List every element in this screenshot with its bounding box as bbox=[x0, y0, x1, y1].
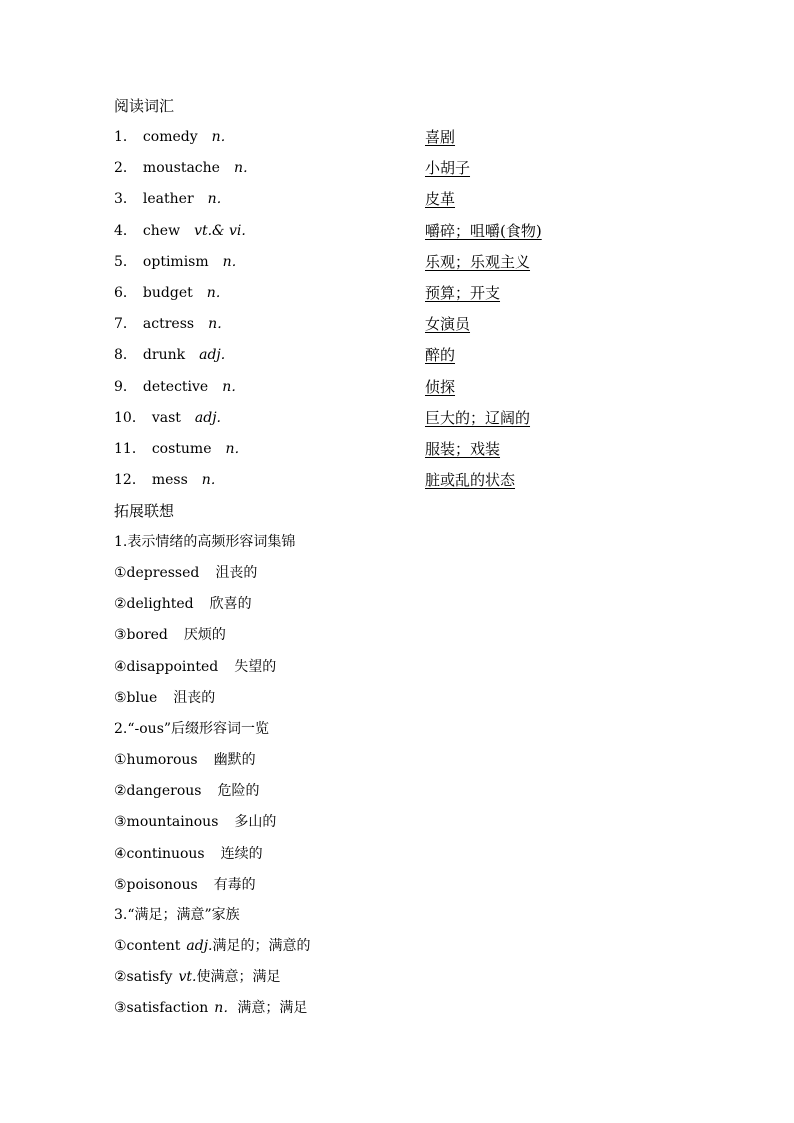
vocab-word: leather bbox=[142, 191, 194, 208]
vocab-row bbox=[114, 283, 714, 303]
extension-item bbox=[114, 875, 256, 895]
vocab-word: vast bbox=[151, 409, 181, 426]
extension-word: ①content bbox=[114, 938, 181, 954]
extension-item bbox=[114, 812, 276, 832]
extension-word: ①humorous bbox=[114, 752, 198, 768]
vocab-word: costume bbox=[151, 441, 212, 457]
vocab-row bbox=[114, 158, 714, 178]
vocab-meaning: 侦探 bbox=[425, 377, 456, 396]
vocab-number: 1． bbox=[114, 129, 137, 145]
extension-item bbox=[114, 967, 280, 987]
extension-meaning: 满足的；满意的 bbox=[212, 938, 311, 954]
vocab-row bbox=[114, 127, 714, 147]
vocab-part-of-speech: n． bbox=[207, 191, 231, 208]
vocab-meaning: 喜剧 bbox=[425, 128, 456, 146]
extension-meaning: 满意；满足 bbox=[237, 1000, 308, 1017]
vocab-number: 7． bbox=[114, 316, 137, 333]
vocab-word: moustache bbox=[142, 160, 220, 177]
extension-meaning: 欣喜的 bbox=[209, 596, 252, 613]
vocab-part-of-speech: n． bbox=[222, 378, 246, 395]
vocab-row bbox=[114, 221, 714, 241]
vocab-meaning: 预算；开支 bbox=[425, 284, 501, 302]
vocab-meaning: 脏或乱的状态 bbox=[425, 471, 516, 490]
vocab-word: drunk bbox=[142, 347, 186, 364]
group3-title: 3.“满足；满意”家族 bbox=[114, 907, 240, 923]
vocab-part-of-speech: n． bbox=[222, 253, 246, 270]
extension-word: ③satisfaction bbox=[114, 1000, 209, 1017]
vocab-part-of-speech: n． bbox=[208, 316, 232, 333]
vocab-row bbox=[114, 252, 714, 272]
vocab-row bbox=[114, 345, 714, 365]
extension-meaning: 沮丧的 bbox=[173, 689, 216, 706]
vocab-part-of-speech: adj. bbox=[194, 409, 222, 426]
vocab-part-of-speech: n． bbox=[211, 129, 235, 145]
extension-item bbox=[114, 750, 256, 770]
extension-meaning: 使满意；满足 bbox=[196, 969, 281, 986]
extension-part-of-speech: vt. bbox=[178, 969, 197, 986]
vocab-number: 4． bbox=[114, 222, 137, 239]
vocab-meaning: 巨大的；辽阔的 bbox=[425, 408, 531, 427]
vocab-number: 8． bbox=[114, 347, 137, 364]
vocab-part-of-speech: n． bbox=[206, 285, 230, 301]
vocab-part-of-speech: n． bbox=[201, 472, 225, 489]
extension-word: ①depressed bbox=[114, 565, 200, 581]
vocab-meaning: 小胡子 bbox=[425, 159, 471, 178]
group1-title: 1.表示情绪的高频形容词集锦 bbox=[114, 534, 296, 550]
extension-meaning: 连续的 bbox=[220, 845, 263, 862]
extension-meaning: 多山的 bbox=[234, 814, 277, 831]
extension-word: ⑤poisonous bbox=[114, 876, 198, 893]
extension-word: ②delighted bbox=[114, 596, 194, 613]
extension-item bbox=[114, 936, 311, 956]
vocab-meaning: 嚼碎；咀嚼(食物) bbox=[425, 221, 542, 240]
vocab-row bbox=[114, 314, 714, 334]
extension-part-of-speech: n． bbox=[214, 1000, 238, 1017]
vocab-meaning: 皮革 bbox=[425, 190, 456, 209]
vocab-word: actress bbox=[142, 316, 195, 333]
extension-item bbox=[114, 688, 215, 708]
vocab-number: 5． bbox=[114, 253, 137, 270]
extension-meaning: 危险的 bbox=[217, 783, 260, 800]
vocab-part-of-speech: n． bbox=[233, 160, 257, 177]
extension-meaning: 失望的 bbox=[234, 658, 277, 675]
extension-item bbox=[114, 625, 226, 645]
vocab-word: optimism bbox=[142, 253, 209, 270]
extension-item bbox=[114, 657, 276, 677]
vocab-meaning: 醉的 bbox=[425, 346, 456, 365]
extension-word: ③mountainous bbox=[114, 814, 219, 831]
vocab-word: chew bbox=[142, 222, 181, 239]
extension-item bbox=[114, 563, 257, 583]
extension-heading: 拓展联想 bbox=[114, 502, 175, 520]
extension-item bbox=[114, 998, 307, 1018]
vocab-part-of-speech: n． bbox=[225, 441, 249, 457]
extension-word: ②dangerous bbox=[114, 783, 202, 800]
extension-word: ④disappointed bbox=[114, 658, 219, 675]
group2-title: 2.“-ous”后缀形容词一览 bbox=[114, 721, 270, 737]
vocab-word: mess bbox=[151, 472, 188, 489]
vocab-number: 11． bbox=[114, 441, 146, 457]
vocab-row bbox=[114, 408, 714, 428]
vocab-number: 10． bbox=[114, 409, 146, 426]
extension-meaning: 厌烦的 bbox=[183, 627, 226, 644]
vocab-number: 2． bbox=[114, 160, 137, 177]
extension-item bbox=[114, 781, 259, 801]
vocab-number: 12． bbox=[114, 472, 146, 489]
extension-meaning: 沮丧的 bbox=[215, 565, 258, 581]
vocab-row bbox=[114, 189, 714, 209]
extension-item bbox=[114, 844, 263, 864]
extension-word: ④continuous bbox=[114, 845, 205, 862]
extension-item bbox=[114, 594, 252, 614]
extension-part-of-speech: adj. bbox=[186, 938, 213, 954]
vocab-number: 9． bbox=[114, 378, 137, 395]
vocab-part-of-speech: adj. bbox=[199, 347, 226, 364]
extension-word: ②satisfy bbox=[114, 969, 173, 986]
vocab-row bbox=[114, 377, 714, 397]
vocab-number: 3． bbox=[114, 191, 137, 208]
vocab-word: budget bbox=[142, 285, 193, 301]
vocab-word: detective bbox=[142, 378, 209, 395]
extension-meaning: 幽默的 bbox=[213, 752, 256, 768]
vocab-row bbox=[114, 470, 714, 490]
extension-meaning: 有毒的 bbox=[213, 876, 256, 893]
vocab-meaning: 女演员 bbox=[425, 315, 471, 334]
vocab-row bbox=[114, 439, 714, 459]
vocab-word: comedy bbox=[142, 129, 198, 145]
vocab-meaning: 服装；戏装 bbox=[425, 440, 501, 458]
vocab-number: 6． bbox=[114, 285, 137, 301]
extension-word: ⑤blue bbox=[114, 689, 158, 706]
reading-vocab-heading: 阅读词汇 bbox=[114, 97, 175, 115]
extension-word: ③bored bbox=[114, 627, 168, 644]
vocab-meaning: 乐观；乐观主义 bbox=[425, 252, 531, 271]
vocab-part-of-speech: vt.& vi. bbox=[194, 222, 246, 239]
